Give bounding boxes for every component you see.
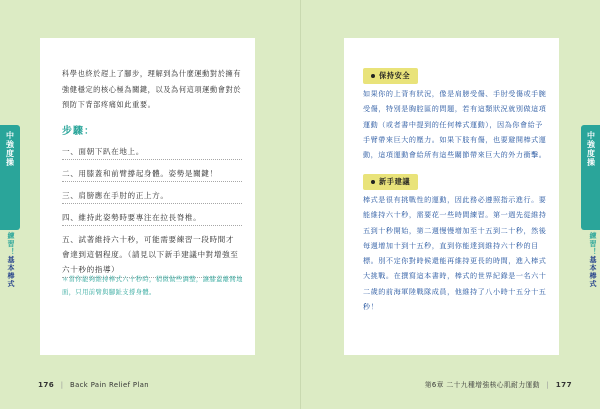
subtitle-accent: 練習！ (589, 232, 597, 256)
page-number: 177 (555, 380, 572, 389)
chapter-title: 二十九種增強核心肌耐力運動 (446, 381, 540, 389)
page-number: 176 (38, 380, 55, 389)
tip-note: ＊當你能夠維持棒式六十秒時，稍微做些調整，讓膝蓋離開地面，只用前臂與腳趾支撐身體。 (62, 276, 243, 296)
section-subtitle (584, 232, 600, 314)
left-content-card (40, 38, 255, 355)
right-page (300, 0, 600, 409)
chapter-label: 第6章 (424, 381, 444, 389)
step-text: 二、用膝蓋和前臂撐起身體。姿勢是關鍵！ (62, 166, 242, 182)
step-text: 一、面朝下趴在地上。 (62, 144, 242, 160)
left-footer: 176 | Back Pain Relief Plan (38, 380, 149, 389)
step-3 (62, 188, 242, 209)
step-text: 五、試著維持六十秒，可能需要練習一段時間才會達到這個程度。（請見以下新手建議中對增強至六十秒的指導） (62, 232, 242, 278)
step-text: 四、維持此姿勢時要專注在拉長脊椎。 (62, 210, 242, 226)
section-tab (581, 125, 600, 230)
bullet-icon (371, 74, 375, 78)
safety-paragraph: 如果你的上背有狀況，像是肩膀受傷、手肘受傷或手腕受傷，特別是胸腔區的問題，若有這類狀況就別做這項運動（或者書中提到的任何棒式運動），因為你會給予手臂帶來巨大的壓力。如果下肢有傷，也要避開棒式運動，這項運動會給所有這些關節帶來巨大的外力衝擊。 (363, 89, 547, 160)
subtitle-accent: 練習！ (7, 232, 15, 256)
beginner-paragraph: 棒式是很有挑戰性的運動，因此務必遵照指示進行。要能維持六十秒，需要花一些時間練習。第一週先從維持五到十秒開始，第二週慢慢增加至十五到二十秒，然後每週增加十到十五秒，直到你能達到維持六十秒的目標。別不定你對時候還能再維持更長的時間，進入棒式大挑戰。在撰寫這本書時，棒式的世界紀錄是一名六十二歲的前海軍陸戰隊成員，他維持了八小時十五分十五秒！ (363, 195, 547, 312)
step-2 (62, 166, 242, 187)
right-content-card (344, 38, 559, 355)
book-title: Back Pain Relief Plan (70, 381, 149, 389)
step-4 (62, 210, 242, 231)
safety-label: 保持安全 (363, 68, 418, 84)
subtitle-rest: 基本棒式 (589, 256, 597, 288)
section-tab (0, 125, 20, 230)
bullet-icon (371, 180, 375, 184)
beginner-label: 新手建議 (363, 174, 418, 190)
section-tab-label: 中強度操 (586, 131, 596, 167)
steps-heading: 步驟： (62, 126, 95, 137)
section-subtitle (2, 232, 20, 314)
step-text: 三、肩膀應在手肘的正上方。 (62, 188, 242, 204)
section-tab-label: 中強度操 (5, 131, 15, 167)
subtitle-rest: 基本棒式 (7, 256, 15, 288)
intro-paragraph: 科學也終於趕上了腳步，理解到為什麼運動對於擁有強健穩定的核心極為關鍵，以及為何這項運動會對於預防下背部疼痛如此重要。 (62, 69, 242, 109)
step-1 (62, 144, 242, 165)
right-footer: 第6章 二十九種增強核心肌耐力運動 | 177 (424, 380, 572, 389)
